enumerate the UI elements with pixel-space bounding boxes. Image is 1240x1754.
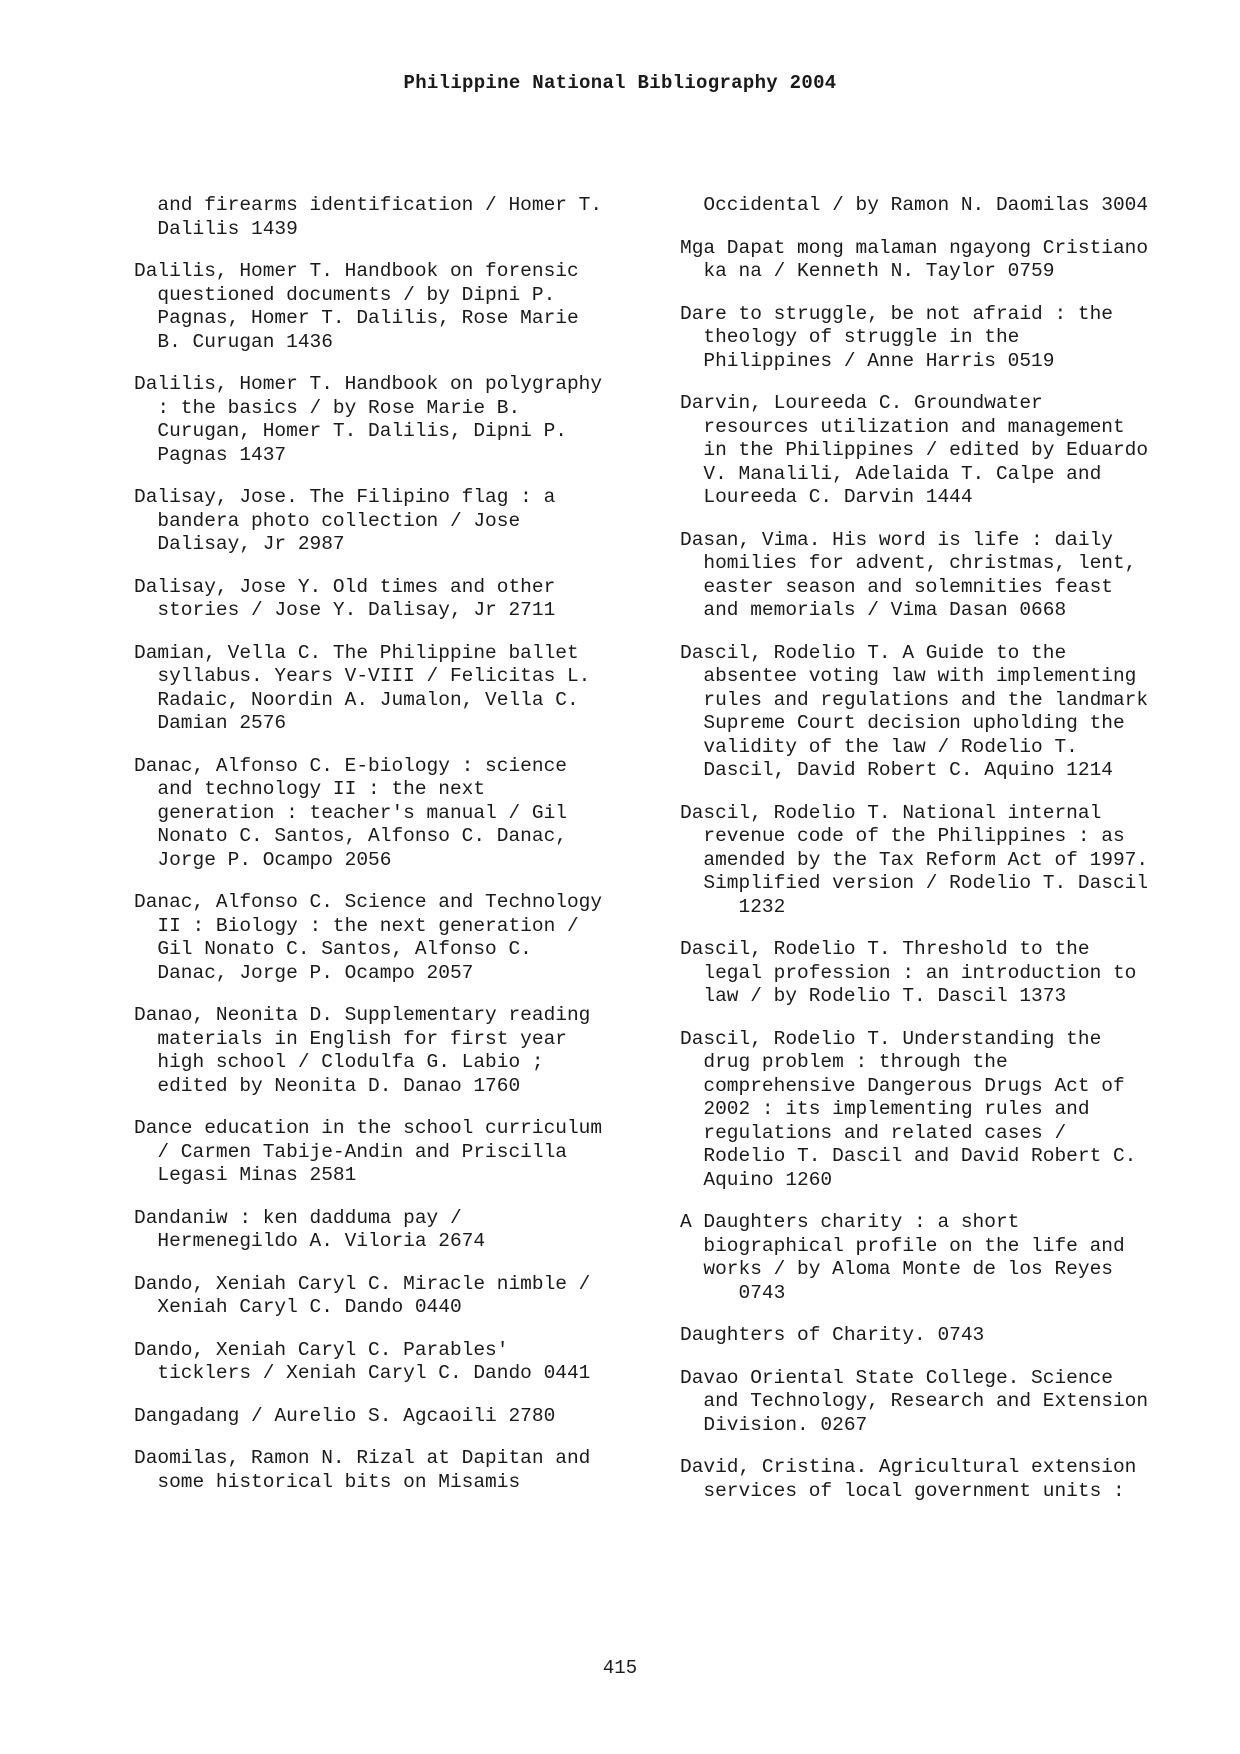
bibliography-entry: Mga Dapat mong malaman ngayong Cristiano ka na / Kenneth N. Taylor 0759 <box>680 236 1149 282</box>
page-title: Philippine National Bibliography 2004 <box>403 72 837 94</box>
page-number: 415 <box>602 1657 638 1679</box>
right-column <box>680 194 1200 1522</box>
bibliography-entry: Dangadang / Aurelio S. Agcaoili 2780 <box>134 1404 556 1427</box>
bibliography-entry: Danao, Neonita D. Supplementary reading materials in English for first year high school / Clodulfa G. Labio ; edited by Neonita D. Danao 1760 <box>134 1004 591 1097</box>
bibliography-entry: and firearms identification / Homer T. Dalilis 1439 <box>157 194 603 240</box>
bibliography-entry: David, Cristina. Agricultural extension services of local government units : <box>680 1456 1137 1502</box>
bibliography-entry: Danac, Alfonso C. E-biology : science and technology II : the next generation : teacher's manual / Gil Nonato C. Santos, Alfonso C. Danac, Jorge P. Ocampo 2056 <box>134 754 567 871</box>
bibliography-entry: Damian, Vella C. The Philippine ballet syllabus. Years V-VIII / Felicitas L. Radaic, Noordin A. Jumalon, Vella C. Damian 2576 <box>134 641 591 734</box>
bibliography-entry: Dando, Xeniah Caryl C. Miracle nimble / Xeniah Caryl C. Dando 0440 <box>134 1272 591 1318</box>
left-column <box>134 194 654 1513</box>
bibliography-entry: Dance education in the school curriculum / Carmen Tabije-Andin and Priscilla Legasi Minas 2581 <box>134 1117 603 1186</box>
bibliography-entry: Davao Oriental State College. Science and Technology, Research and Extension Division. 0267 <box>680 1366 1149 1436</box>
bibliography-entry: Dascil, Rodelio T. Understanding the drug problem : through the comprehensive Dangerous Drugs Act of 2002 : its implementing rules and regulations and related cases / Rodelio T. Dascil and David Robert C. Aquino 1260 <box>680 1027 1137 1191</box>
bibliography-entry: Dasan, Vima. His word is life : daily homilies for advent, christmas, lent, easter season and solemnities feast and memorials / Vima Dasan 0668 <box>680 528 1137 621</box>
bibliography-entry: A Daughters charity : a short biographical profile on the life and works / by Aloma Monte de los Reyes 0743 <box>680 1211 1125 1304</box>
bibliography-entry: Dandaniw : ken dadduma pay / Hermenegildo A. Viloria 2674 <box>134 1206 486 1252</box>
bibliography-entry: Dalisay, Jose Y. Old times and other stories / Jose Y. Dalisay, Jr 2711 <box>134 575 556 621</box>
bibliography-entry: Daomilas, Ramon N. Rizal at Dapitan and some historical bits on Misamis <box>134 1447 591 1493</box>
bibliography-entry: Dalisay, Jose. The Filipino flag : a bandera photo collection / Jose Dalisay, Jr 2987 <box>134 486 556 555</box>
bibliography-entry: Dando, Xeniah Caryl C. Parables' ticklers / Xeniah Caryl C. Dando 0441 <box>134 1338 591 1384</box>
bibliography-entry: Dascil, Rodelio T. Threshold to the legal profession : an introduction to law / by Rodelio T. Dascil 1373 <box>680 938 1137 1007</box>
bibliography-entry: Danac, Alfonso C. Science and Technology II : Biology : the next generation / Gil Nonato C. Santos, Alfonso C. Danac, Jorge P. Ocampo 2057 <box>134 891 603 984</box>
bibliography-entry: Occidental / by Ramon N. Daomilas 3004 <box>680 194 1149 216</box>
bibliography-entry: Dascil, Rodelio T. A Guide to the absentee voting law with implementing rules and regulations and the landmark Supreme Court decision upholding the validity of the law / Rodelio T. Dascil, David Robert C. Aquino 1214 <box>680 641 1149 781</box>
bibliography-entry: Darvin, Loureeda C. Groundwater resources utilization and management in the Philippines / edited by Eduardo V. Manalili, Adelaida T. Calpe and Loureeda C. Darvin 1444 <box>680 392 1149 508</box>
bibliography-entry: Dalilis, Homer T. Handbook on forensic questioned documents / by Dipni P. Pagnas, Homer T. Dalilis, Rose Marie B. Curugan 1436 <box>134 260 579 353</box>
bibliography-entry: Dascil, Rodelio T. National internal revenue code of the Philippines : as amended by the Tax Reform Act of 1997. Simplified version / Rodelio T. Dascil 1232 <box>680 801 1149 918</box>
bibliography-entry: Dare to struggle, be not afraid : the theology of struggle in the Philippines / Anne Harris 0519 <box>680 302 1113 372</box>
bibliography-entry: Dalilis, Homer T. Handbook on polygraphy : the basics / by Rose Marie B. Curugan, Homer T. Dalilis, Dipni P. Pagnas 1437 <box>134 373 603 466</box>
bibliography-entry: Daughters of Charity. 0743 <box>680 1324 985 1346</box>
